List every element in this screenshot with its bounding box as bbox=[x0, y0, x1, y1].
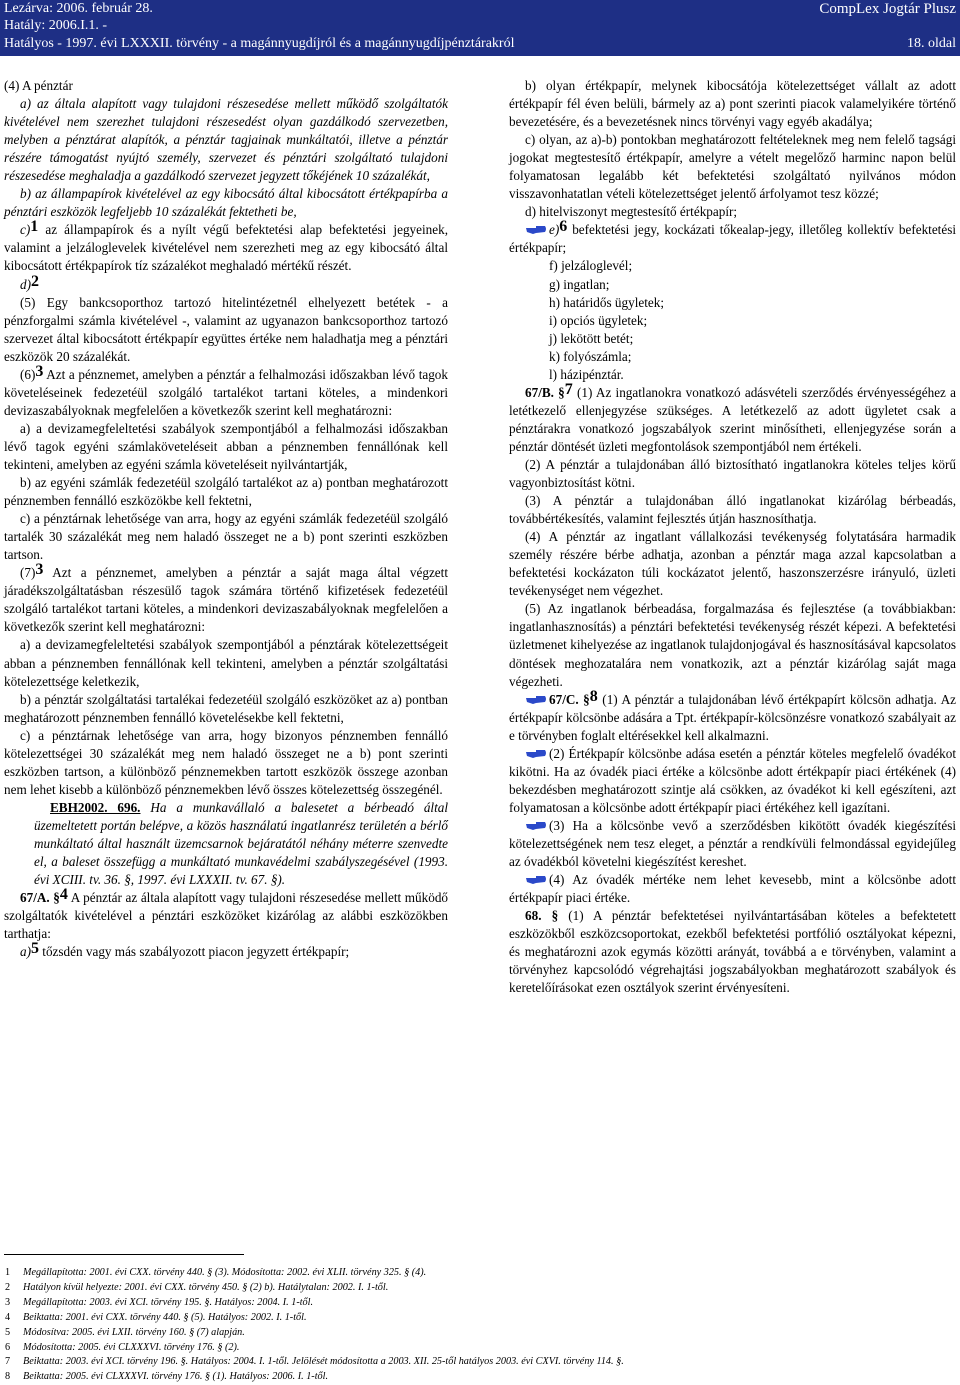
footnote-ref[interactable]: 2 bbox=[31, 272, 39, 290]
footnote-ref[interactable]: 7 bbox=[564, 380, 573, 398]
footnote: 6 Módosította: 2005. évi CLXXXVI. törvény 176. § (2). bbox=[5, 1341, 240, 1353]
list-item: g) ingatlan; bbox=[549, 276, 610, 292]
footnote-ref[interactable]: 3 bbox=[35, 561, 44, 579]
pointing-hand-icon[interactable] bbox=[525, 874, 547, 885]
paragraph: a) a devizamegfeleltetési szabályok szempontjából a pénztárak kötelezettségeit abban a pénznemben fennállónak kell tekinteni, amelyben a pénztár szolgáltatási kötelezettsége keletkezik, bbox=[4, 637, 448, 689]
paragraph: (5) Egy bankcsoporthoz tartozó hitelintézetnél elhelyezett betétek - a pénzforgalmi számla kivételével -, valamint az ugyanazon bankcsoporthoz tartozó szervezet által kibocsátott értékpapír együttes értéke nem haladhatja meg a pénztári eszközök 20 százalékát. bbox=[4, 294, 448, 364]
section-67b: 67/B. §$^7$ (1) Az ingatlanokra vonatkozó adásvételi szerződés érvényességéhez a letétkezelő ellenjegyzése szükséges. A letétkezelő az adott ügyletet csak a pénztárakra vonatkozó jogszabályok szerint minősítheti, ellenjegyzése során a pénztár döntését üzleti megfontolások szempontjából nem értékeli. bbox=[509, 380, 956, 454]
section-67a: 67/A. §$^4$ A pénztár az általa alapított vagy tulajdoni részesedése mellett működő szolgáltatók kivételével a pénztári eszközöket kizárólag az alábbi eszközökben tarthatja: bbox=[4, 886, 449, 942]
footnote-ref[interactable]: 8 bbox=[589, 687, 598, 705]
brand-name: CompLex Jogtár Plusz bbox=[819, 1, 956, 17]
footnote: 5 Módosítva: 2005. évi LXII. törvény 160. § (7) alapján. bbox=[5, 1326, 245, 1338]
law-title: Hatályos - 1997. évi LXXXII. törvény - a magánnyugdíjról és a magánnyugdíjpénztárakról bbox=[4, 36, 515, 51]
pointing-hand-icon[interactable] bbox=[525, 748, 547, 759]
closed-date: Lezárva: 2006. február 28. bbox=[4, 1, 153, 16]
paragraph: b) az egyéni számlák fedezetéül szolgáló tartalékot az a) pontban meghatározott pénznemben fennálló eszközökbe kell fektetni, bbox=[4, 475, 448, 509]
pointing-hand-icon[interactable] bbox=[525, 224, 547, 235]
footnote-ref[interactable]: 5 bbox=[31, 940, 39, 958]
ebh-decision: EBH2002. 696. Ha a munkavállaló a balesetet a bérbeadó által üzemeltetett portán belépve, a közös használatú ingatlanrész területén a bérlő munkáltató által használt üzemcsarnok bejáratától néhány méterre szenvedte el, a baleset összefügg a munkáltató munkavédelmi szabályszegésével (1993. évi XCIII. tv. 36. §, 1997. évi LXXXII. tv. 67. §). bbox=[34, 799, 449, 888]
paragraph: d)$^2$ bbox=[20, 272, 39, 292]
left-column bbox=[4, 77, 448, 961]
paragraph: (4) Az óvadék mértéke nem lehet kevesebb, mint a kölcsönbe adott értékpapír piaci értéke. bbox=[509, 872, 956, 906]
paragraph: (4) A pénztár bbox=[4, 78, 73, 93]
pointing-hand-icon[interactable] bbox=[525, 820, 547, 831]
ebh-link[interactable]: EBH2002. 696. bbox=[50, 799, 141, 815]
paragraph: c)$^1$ az állampapírok és a nyílt végű befektetési alap befektetési jegyeinek, valamint a jelzáloglevelek kivételével nem szerezheti meg az egy kibocsátó által kibocsátott értékpapírok tíz százalékot meghaladó mértékű részét. bbox=[4, 218, 448, 274]
paragraph: (2) Értékpapír kölcsönbe adása esetén a pénztár köteles megfelelő óvadékot kikötni. Ha az óvadék piaci értéke a kölcsönbe adott értékpapír piaci értékének (4) bekezdésben meghatározott szintje alá csökken, az óvadékot ki kell egészíteni, azt folyamatosan a kölcsönbe adott értékpapír piaci értékéhez kell igazítani. bbox=[509, 745, 956, 815]
footnote: 7 Beiktatta: 2003. évi XCI. törvény 196. §. Hatályos: 2004. I. 1-től. Jelölését módosította a 2003. XII. 25-től hatályos 2003. évi CXVI. törvény 114. §. bbox=[5, 1356, 624, 1368]
list-item: h) határidős ügyletek; bbox=[549, 294, 664, 310]
paragraph: b) a pénztár szolgáltatási tartalékai fedezetéül szolgáló eszközöket az a) pontban meghatározott pénznemben fennálló követelésekbe kell fektetni, bbox=[4, 691, 448, 725]
paragraph: (3) Ha a kölcsönbe vevő a szerződésben kikötött óvadék kiegészítési kötelezettségének nem tesz eleget, a pénztár a rendkívüli felmondással egyidejűleg az óvadékból követelni kiegészítést kereshet. bbox=[509, 817, 956, 870]
footnotes bbox=[5, 1266, 624, 1385]
footnote-divider bbox=[4, 1254, 244, 1255]
right-column bbox=[509, 77, 956, 997]
list-item: j) lekötött betét; bbox=[549, 330, 634, 346]
footnote-ref[interactable]: 3 bbox=[35, 362, 44, 380]
paragraph: b) az állampapírok kivételével az egy kibocsátó által kibocsátott értékpapírba a pénztári eszközök legfeljebb 10 százalékát fektetheti be, bbox=[4, 186, 448, 220]
list-item: k) folyószámla; bbox=[549, 348, 632, 364]
paragraph: a)$^5$ tőzsdén vagy más szabályozott piacon jegyzett értékpapír; bbox=[20, 940, 350, 960]
list-item: i) opciós ügyletek; bbox=[549, 312, 648, 328]
page-header bbox=[0, 0, 960, 56]
paragraph: a) az általa alapított vagy tulajdoni részesedése mellett működő szolgáltatók kivételével nem szerezhet tulajdoni részesedést olyan gazdálkodó szervezetben, melyben a pénztárat alapítók, a pénztár tagjainak munkáltatói, illetve a pénztár részére támogatást nyújtó személy, szervezet és pénztári szolgáltató tulajdoni részesedése meghaladja a gazdálkodó szervezet jegyzett tőkéjének 10 százalékát, bbox=[4, 96, 448, 184]
page-number: 18. oldal bbox=[907, 36, 956, 51]
footnote: 1 Megállapította: 2001. évi CXX. törvény 440. § (3). Módosította: 2002. évi XLII. törvény 325. § (4). bbox=[5, 1267, 427, 1278]
footnote-ref[interactable]: 1 bbox=[30, 218, 39, 236]
section-68: 68. § (1) A pénztár befektetései nyilvántartásában köteles a befektetett eszközökből eszközcsoportokat, ezekből befektetési portfólió osztályokat képezni, és meghatározni azok egymás közötti arányát, továbbá a e törvényben, valamint a törvényhez kapcsolódó végrehajtási jogszabályokban meghatározott szabályok és keretelőírásokat ezen osztályok szerint érvényesíteni. bbox=[509, 908, 956, 996]
paragraph: d) hitelviszonyt megtestesítő értékpapír; bbox=[525, 204, 738, 220]
paragraph: (4) A pénztár az ingatlant vállalkozási tevékenység folytatására harmadik személy részére bérbe adhatja, azonban a pénztár maga azzal kapcsolatban a befektetési kockázaton túli kockázatot jelentő, haszonszerzésre irányuló, üzleti tevékenységet nem végezhet. bbox=[509, 529, 956, 599]
paragraph: $(6)^3$ Azt a pénznemet, amelyben a pénztár a felhalmozási időszakban lévő tagok követeléseinek fedezetéül szolgáló tartalékot tartani köteles, a mindenkori devizaszabályoknak megfelelően a következők szerint kell meghatározni: bbox=[4, 362, 448, 418]
paragraph: a) a devizamegfeleltetési szabályok szempontjából a felhalmozási időszakban lévő tagok egyéni számlaköveteléseit abban a pénznemben fennállónak kell tekinteni, amelyben az egyéni számla követeléseit nyilvántartják, bbox=[4, 420, 448, 472]
effective-date: Hatály: 2006.I.1. - bbox=[4, 18, 108, 33]
list-item: l) házipénztár. bbox=[549, 366, 624, 382]
footnote: 2 Hatályon kívül helyezte: 2001. évi CXX. törvény 450. § (2) b). Hatálytalan: 2002. I. 1-től. bbox=[5, 1281, 389, 1293]
paragraph: c) a pénztárnak lehetősége van arra, hogy bizonyos pénznemben fennálló kötelezettségei 30 százalékát meg nem haladó összeget ne a b) pont szerinti eszközben tartson, a különböző pénznemekben tartott eszközök összege azonban nem lehet kisebb a különböző pénznemekben lévő összes kötelezettség összegénél. bbox=[4, 727, 448, 797]
paragraph: (3) A pénztár a tulajdonában álló ingatlanokat kizárólag bérbeadás, továbbértékesítés, valamint fejlesztés útján hasznosíthatja. bbox=[509, 493, 956, 527]
paragraph: b) olyan értékpapír, melynek kibocsátója kötelezettséget vállalt az adott értékpapír fél éven belüli, bármely az a) pont szerinti piacok valamelyikére történő bevezetésére, és a bevezetésnek nincs törvényi vagy egyéb akadálya; bbox=[509, 78, 956, 130]
paragraph: e)$^6$ befektetési jegy, kockázati tőkealap-jegy, illetőleg kollektív befektetési értékpapír; bbox=[509, 218, 956, 256]
paragraph: c) olyan, az a)-b) pontokban meghatározott feltételeknek meg nem felelő tagsági jogokat megtestesítő értékpapír, amelyre a vételt megelőző harminc napon belül folyamatosan legalább két befektetési szolgáltató nyilvános módon visszavonhatatlan vételi kötelezettséget jelentő árfolyamot tesz közzé; bbox=[509, 132, 956, 202]
footnote-ref[interactable]: 4 bbox=[59, 886, 68, 904]
list-item: f) jelzáloglevél; bbox=[549, 258, 633, 274]
footnote: 8 Beiktatta: 2005. évi CLXXXVI. törvény 176. § (1). Hatályos: 2006. I. 1-től. bbox=[5, 1371, 328, 1383]
paragraph: c) a pénztárnak lehetősége van arra, hogy az egyéni számlák fedezetéül szolgáló tartalék 30 százalékát meg nem haladó összeget ne a b) pont szerinti eszközben tartson. bbox=[4, 511, 448, 563]
pointing-hand-icon[interactable] bbox=[525, 694, 547, 705]
footnote: 3 Megállapította: 2003. évi XCI. törvény 195. §. Hatályos: 2004. I. 1-től. bbox=[5, 1296, 314, 1308]
footnote-ref[interactable]: 6 bbox=[559, 218, 568, 236]
footnote: 4 Beiktatta: 2001. évi CXX. törvény 440. § (5). Hatályos: 2002. I. 1-től. bbox=[5, 1311, 307, 1323]
paragraph: (5) Az ingatlanok bérbeadása, forgalmazása és fejlesztése (a továbbiakban: ingatlanhasznosítás) a pénztári befektetési tevékenység részét képezi. A befektetési üzletmenet kihelyezése az ingatlanok tulajdonjogával és hasznosításával kapcsolatos döntések meghozatalára nem vonatkozik, azt a pénztár kizárólag saját maga végezheti. bbox=[509, 601, 956, 689]
paragraph: (2) A pénztár a tulajdonában álló biztosítható ingatlanokra köteles teljes körű vagyonbiztosítást kötni. bbox=[509, 456, 956, 491]
section-67c: 67/C. §$^8$ (1) A pénztár a tulajdonában lévő értékpapírt kölcsön adhatja. Az értékpapír kölcsönbe adására a Tpt. értékpapír-kölcsönzésre vonatkozó szabályait az e törvényben foglalt eltérésekkel kell alkalmazni. bbox=[509, 687, 956, 743]
paragraph: $(7)^3$ Azt a pénznemet, amelyben a pénztár a saját maga által végzett járadékszolgáltatásban részesülő tagok számára történő kifizetések fedezetéül szolgáló tartalékot tartani köteles, a mindenkori devizaszabályoknak megfelelően a következők szerint kell meghatározni: bbox=[4, 561, 448, 635]
